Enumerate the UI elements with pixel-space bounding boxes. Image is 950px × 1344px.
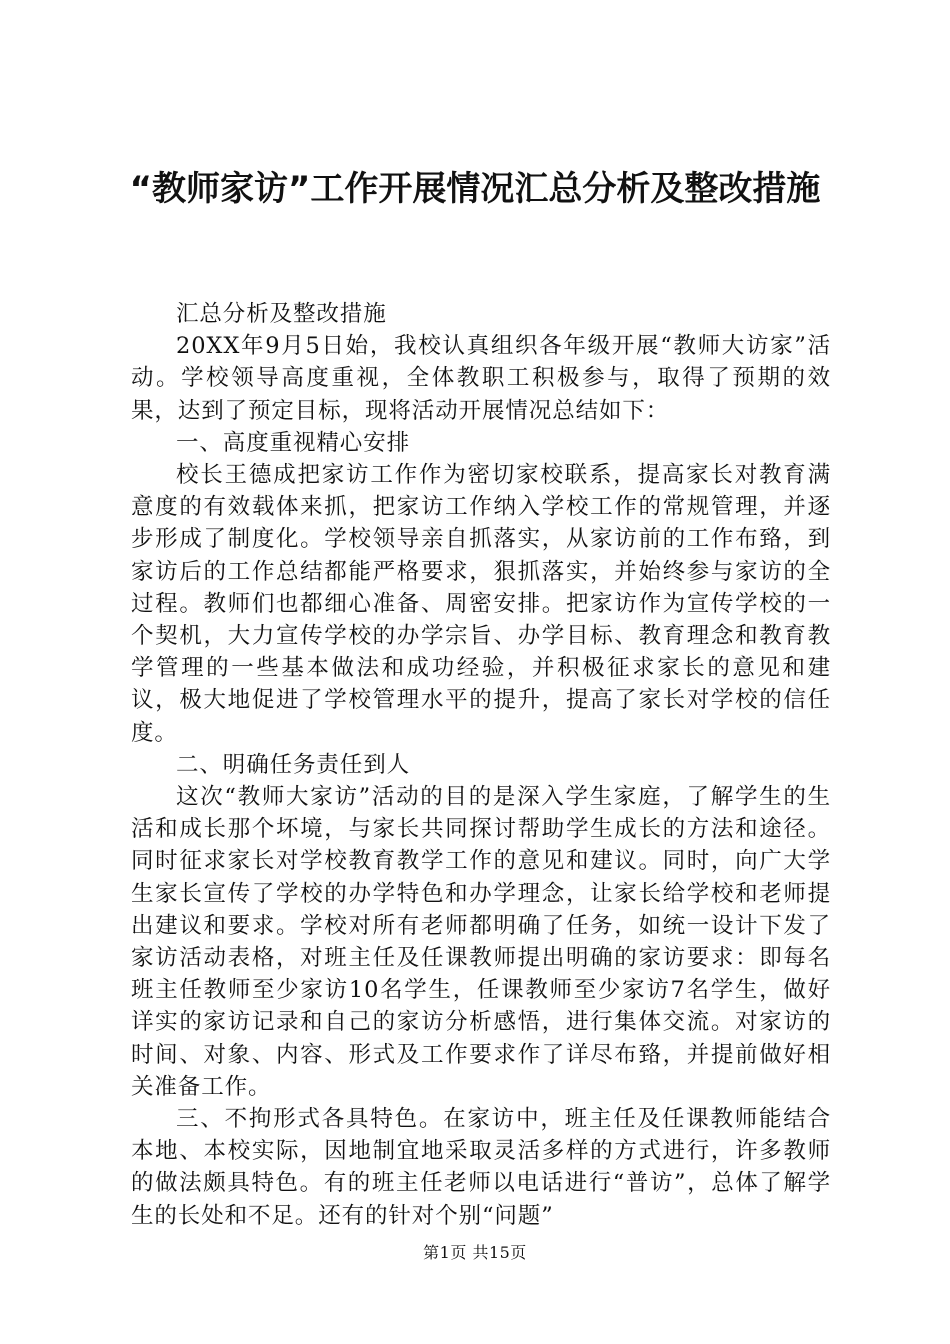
document-title: “教师家访”工作开展情况汇总分析及整改措施 (129, 169, 821, 209)
body-paragraph: 20XX年9月5日始，我校认真组织各年级开展“教师大访家”活动。学校领导高度重视，全体教职工积极参与，取得了预期的效果，达到了预定目标，现将活动开展情况总结如下： (131, 333, 831, 424)
section-heading: 一、高度重视精心安排 (176, 429, 411, 456)
page-footer: 第1页 共15页 (423, 1243, 527, 1262)
body-paragraph: 这次“教师大家访”活动的目的是深入学生家庭，了解学生的生活和成长那个坏境，与家长共同探讨帮助学生成长的方法和途径。同时征求家长对学校教育教学工作的意见和建议。同时，向广大学生家长宣传了学校的办学特色和办学理念，让家长给学校和老师提出建议和要求。学校对所有老师都明确了任务，如统一设计下发了家访活动表格，对班主任及任课教师提出明确的家访要求：即每名班主任教师至少家访10名学生，任课教师至少家访7名学生，做好详实的家访记录和自己的家访分析感悟，进行集体交流。对家访的时间、对象、内容、形式及工作要求作了详尽布臵，并提前做好相关准备工作。 (131, 784, 831, 1100)
body-paragraph: 三、不拘形式各具特色。在家访中，班主任及任课教师能结合本地、本校实际，因地制宜地采取灵活多样的方式进行，许多教师的做法颇具特色。有的班主任老师以电话进行“普访”，总体了解学生的长处和不足。还有的针对个别“问题” (131, 1106, 831, 1229)
section-heading: 汇总分析及整改措施 (176, 301, 387, 327)
section-heading: 二、明确任务责任到人 (176, 751, 411, 778)
document-body (131, 298, 831, 1232)
body-paragraph: 校长王德成把家访工作作为密切家校联系，提高家长对教育满意度的有效载体来抓，把家访工作纳入学校工作的常规管理，并逐步形成了制度化。学校领导亲自抓落实，从家访前的工作布臵，到家访后的工作总结都能严格要求，狠抓落实，并始终参与家访的全过程。教师们也都细心准备、周密安排。把家访作为宣传学校的一个契机，大力宣传学校的办学宗旨、办学目标、教育理念和教育教学管理的一些基本做法和成功经验，并积极征求家长的意见和建议，极大地促进了学校管理水平的提升，提高了家长对学校的信任度。 (131, 462, 831, 746)
